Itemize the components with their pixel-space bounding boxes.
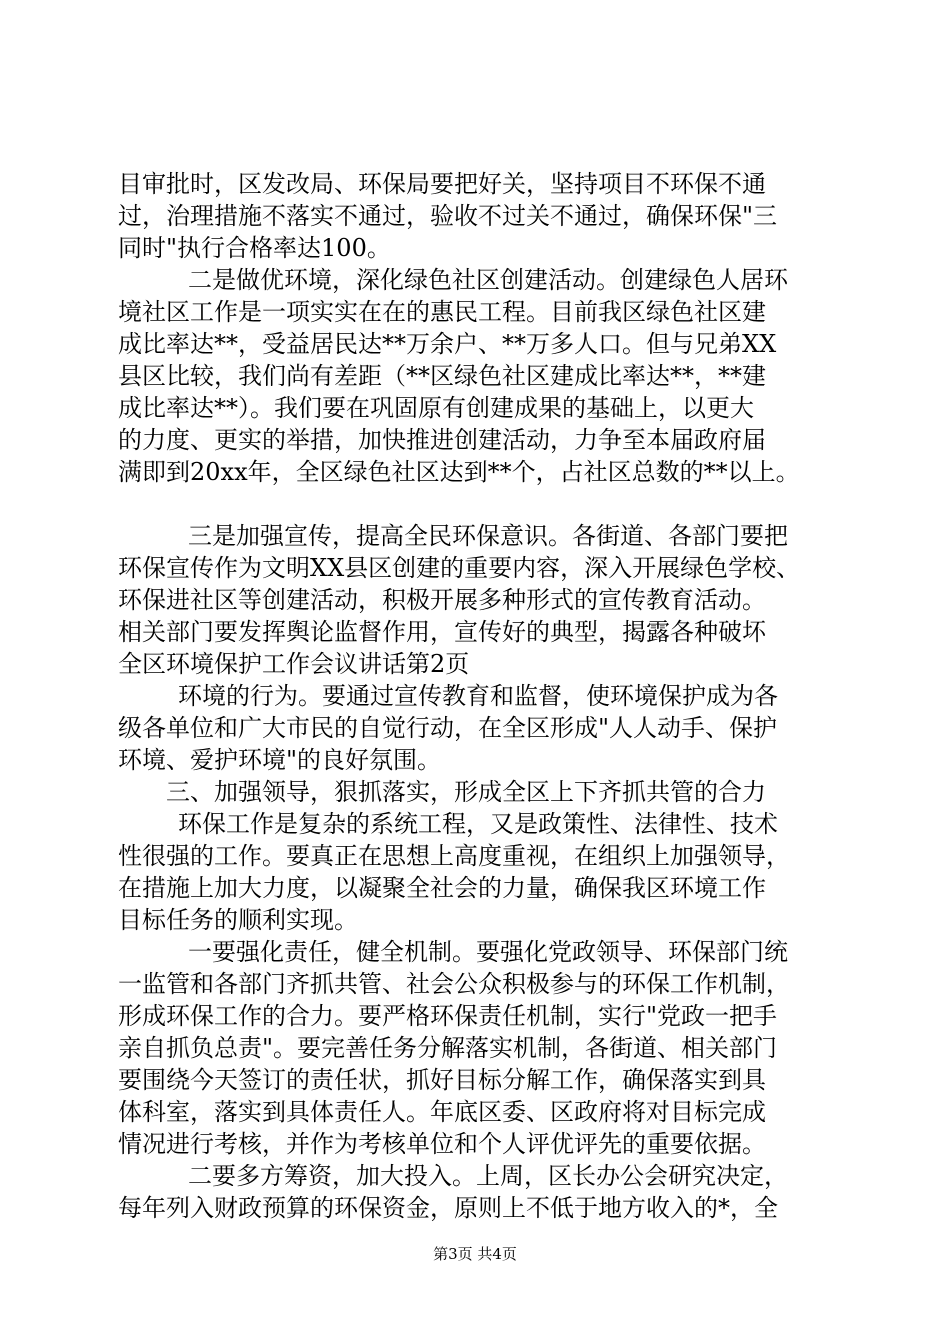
paragraph-green-community xyxy=(118,264,838,488)
text-line: 在措施上加大力度，以凝聚全社会的力量，确保我区环境工作 xyxy=(118,874,766,902)
text-line: 体科室，落实到具体责任人。年底区委、区政府将对目标完成 xyxy=(118,1098,766,1126)
text-line: 相关部门要发挥舆论监督作用，宣传好的典型，揭露各种破坏 xyxy=(118,618,766,646)
text-line: 一监管和各部门齐抓共管、社会公众积极参与的环保工作机制， xyxy=(118,970,790,998)
text-line: 成比率达**）。我们要在巩固原有创建成果的基础上，以更大 xyxy=(118,394,754,422)
paragraph-responsibility xyxy=(118,936,838,1160)
heading-line: 三、加强领导，狠抓落实，形成全区上下齐抓共管的合力 xyxy=(166,778,766,806)
page-marker-line: 全区环境保护工作会议讲话第2页 xyxy=(118,650,470,678)
text-line: 目标任务的顺利实现。 xyxy=(118,906,358,934)
text-line: 三是加强宣传，提高全民环保意识。各街道、各部门要把 xyxy=(188,522,788,550)
text-line: 级各单位和广大市民的自觉行动，在全区形成"人人动手、保护 xyxy=(118,714,778,742)
text-line: 环保进社区等创建活动，积极开展多种形式的宣传教育活动。 xyxy=(118,586,766,614)
text-line: 每年列入财政预算的环保资金，原则上不低于地方收入的*，全 xyxy=(118,1194,778,1222)
paragraph-environment-behavior xyxy=(118,680,838,776)
page-footer: 第3页 共4页 xyxy=(433,1245,517,1263)
text-line: 要围绕今天签订的责任状，抓好目标分解工作，确保落实到具 xyxy=(118,1066,766,1094)
paragraph-publicity xyxy=(118,520,838,680)
document-body xyxy=(118,168,838,1224)
paragraph-system-engineering xyxy=(118,808,838,936)
text-line: 环境、爱护环境"的良好氛围。 xyxy=(118,746,442,774)
text-line: 满即到20xx年，全区绿色社区达到**个，占社区总数的**以上。 xyxy=(118,458,800,486)
text-line: 过，治理措施不落实不通过，验收不过关不通过，确保环保"三 xyxy=(118,202,778,230)
text-line: 性很强的工作。要真正在思想上高度重视，在组织上加强领导， xyxy=(118,842,790,870)
text-line: 一要强化责任，健全机制。要强化党政领导、环保部门统 xyxy=(188,938,788,966)
text-line: 情况进行考核，并作为考核单位和个人评优评先的重要依据。 xyxy=(118,1130,766,1158)
text-line: 形成环保工作的合力。要严格环保责任机制，实行"党政一把手 xyxy=(118,1002,778,1030)
text-line: 环境的行为。要通过宣传教育和监督，使环境保护成为各 xyxy=(178,682,778,710)
text-line: 县区比较，我们尚有差距（**区绿色社区建成比率达**，**建 xyxy=(118,362,766,390)
paragraph-gap xyxy=(118,488,838,520)
paragraph-funding xyxy=(118,1160,838,1224)
paragraph-continuation xyxy=(118,168,838,264)
text-line: 亲自抓负总责"。要完善任务分解落实机制，各街道、相关部门 xyxy=(118,1034,778,1062)
text-line: 环保宣传作为文明XX县区创建的重要内容，深入开展绿色学校、 xyxy=(118,554,801,582)
text-line: 成比率达**，受益居民达**万余户、**万多人口。但与兄弟XX xyxy=(118,330,777,358)
text-line: 二要多方筹资，加大投入。上周，区长办公会研究决定， xyxy=(188,1162,788,1190)
text-line: 二是做优环境，深化绿色社区创建活动。创建绿色人居环 xyxy=(188,266,788,294)
section-heading xyxy=(118,776,838,808)
text-line: 同时"执行合格率达100。 xyxy=(118,234,391,262)
text-line: 境社区工作是一项实实在在的惠民工程。目前我区绿色社区建 xyxy=(118,298,766,326)
text-line: 目审批时，区发改局、环保局要把好关，坚持项目不环保不通 xyxy=(118,170,766,198)
text-line: 环保工作是复杂的系统工程，又是政策性、法律性、技术 xyxy=(178,810,778,838)
text-line: 的力度、更实的举措，加快推进创建活动，力争至本届政府届 xyxy=(118,426,766,454)
